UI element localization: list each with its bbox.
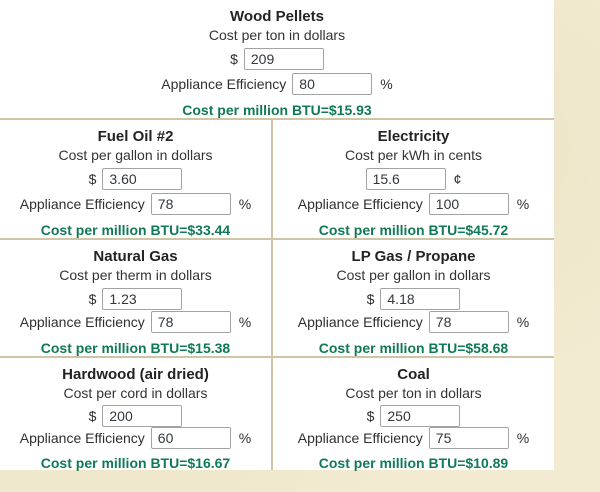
percent-label: % <box>516 430 530 446</box>
cost-input[interactable] <box>102 168 182 190</box>
efficiency-row <box>20 427 252 449</box>
currency-prefix-label: $ <box>88 290 97 307</box>
efficiency-label: Appliance Efficiency <box>297 314 423 331</box>
unit-label: Cost per ton in dollars <box>345 385 482 401</box>
efficiency-input[interactable] <box>429 427 509 449</box>
efficiency-input[interactable] <box>151 193 231 215</box>
btu-result: Cost per million BTU=$15.93 <box>182 102 372 118</box>
fuel-card-wood-pellets <box>0 0 554 118</box>
currency-prefix-label: $ <box>88 408 97 424</box>
unit-label: Cost per gallon in dollars <box>336 267 491 283</box>
efficiency-input[interactable] <box>429 311 509 333</box>
efficiency-input[interactable] <box>292 73 372 95</box>
cost-input[interactable] <box>366 168 446 190</box>
fuel-title: Hardwood (air dried) <box>62 366 209 383</box>
cents-suffix-label: ¢ <box>453 171 462 188</box>
cost-input[interactable] <box>380 288 460 310</box>
efficiency-input[interactable] <box>151 427 231 449</box>
percent-label: % <box>238 430 252 446</box>
btu-result: Cost per million BTU=$15.38 <box>40 340 231 356</box>
percent-label: % <box>516 314 530 331</box>
btu-result: Cost per million BTU=$45.72 <box>318 222 509 238</box>
unit-label: Cost per therm in dollars <box>59 267 212 283</box>
percent-label: % <box>380 75 393 92</box>
btu-result: Cost per million BTU=$16.67 <box>40 455 231 471</box>
efficiency-row <box>298 311 530 335</box>
fuel-card-electricity <box>273 118 554 238</box>
unit-label: Cost per cord in dollars <box>63 385 208 401</box>
efficiency-label: Appliance Efficiency <box>297 195 423 212</box>
cost-input[interactable] <box>102 405 182 427</box>
percent-label: % <box>516 195 530 212</box>
fuel-card-coal <box>273 356 554 470</box>
btu-result: Cost per million BTU=$58.68 <box>318 340 509 356</box>
efficiency-input[interactable] <box>429 193 509 215</box>
cost-row <box>367 287 461 311</box>
unit-label: Cost per gallon in dollars <box>58 147 213 163</box>
cost-row <box>230 47 324 72</box>
cost-row <box>89 167 183 192</box>
fuel-title: Fuel Oil #2 <box>97 128 174 145</box>
cost-input[interactable] <box>244 48 324 70</box>
efficiency-label: Appliance Efficiency <box>297 430 423 446</box>
percent-label: % <box>238 195 252 212</box>
currency-prefix-label: $ <box>88 171 97 188</box>
fuel-title: Natural Gas <box>93 248 178 265</box>
unit-label: Cost per ton in dollars <box>208 27 346 43</box>
currency-prefix-label: $ <box>366 408 375 424</box>
cost-row <box>366 167 462 192</box>
efficiency-row <box>298 192 530 217</box>
fuel-card-fuel-oil-2 <box>0 118 273 238</box>
fuel-title: LP Gas / Propane <box>351 248 476 265</box>
cost-input[interactable] <box>102 288 182 310</box>
fuel-title: Electricity <box>377 128 450 145</box>
percent-label: % <box>238 314 252 331</box>
fuel-card-lp-gas-propane <box>273 238 554 356</box>
efficiency-label: Appliance Efficiency <box>161 75 287 92</box>
btu-result: Cost per million BTU=$10.89 <box>318 455 509 471</box>
efficiency-label: Appliance Efficiency <box>19 314 145 331</box>
fuel-card-natural-gas <box>0 238 273 356</box>
unit-label: Cost per kWh in cents <box>345 147 482 163</box>
efficiency-row <box>20 192 252 217</box>
fuel-card-hardwood-air-dried <box>0 356 273 470</box>
fuel-grid <box>0 118 554 470</box>
btu-result: Cost per million BTU=$33.44 <box>40 222 231 238</box>
efficiency-label: Appliance Efficiency <box>19 195 145 212</box>
efficiency-row <box>20 311 252 335</box>
currency-prefix-label: $ <box>230 51 238 68</box>
efficiency-input[interactable] <box>151 311 231 333</box>
efficiency-row <box>161 72 393 97</box>
currency-prefix-label: $ <box>366 290 375 307</box>
cost-input[interactable] <box>380 405 460 427</box>
cost-row <box>89 287 183 311</box>
efficiency-row <box>298 427 530 449</box>
fuel-title: Coal <box>397 366 430 383</box>
efficiency-label: Appliance Efficiency <box>19 430 145 446</box>
fuel-title: Wood Pellets <box>230 8 324 25</box>
cost-row <box>89 405 183 427</box>
cost-row <box>367 405 461 427</box>
